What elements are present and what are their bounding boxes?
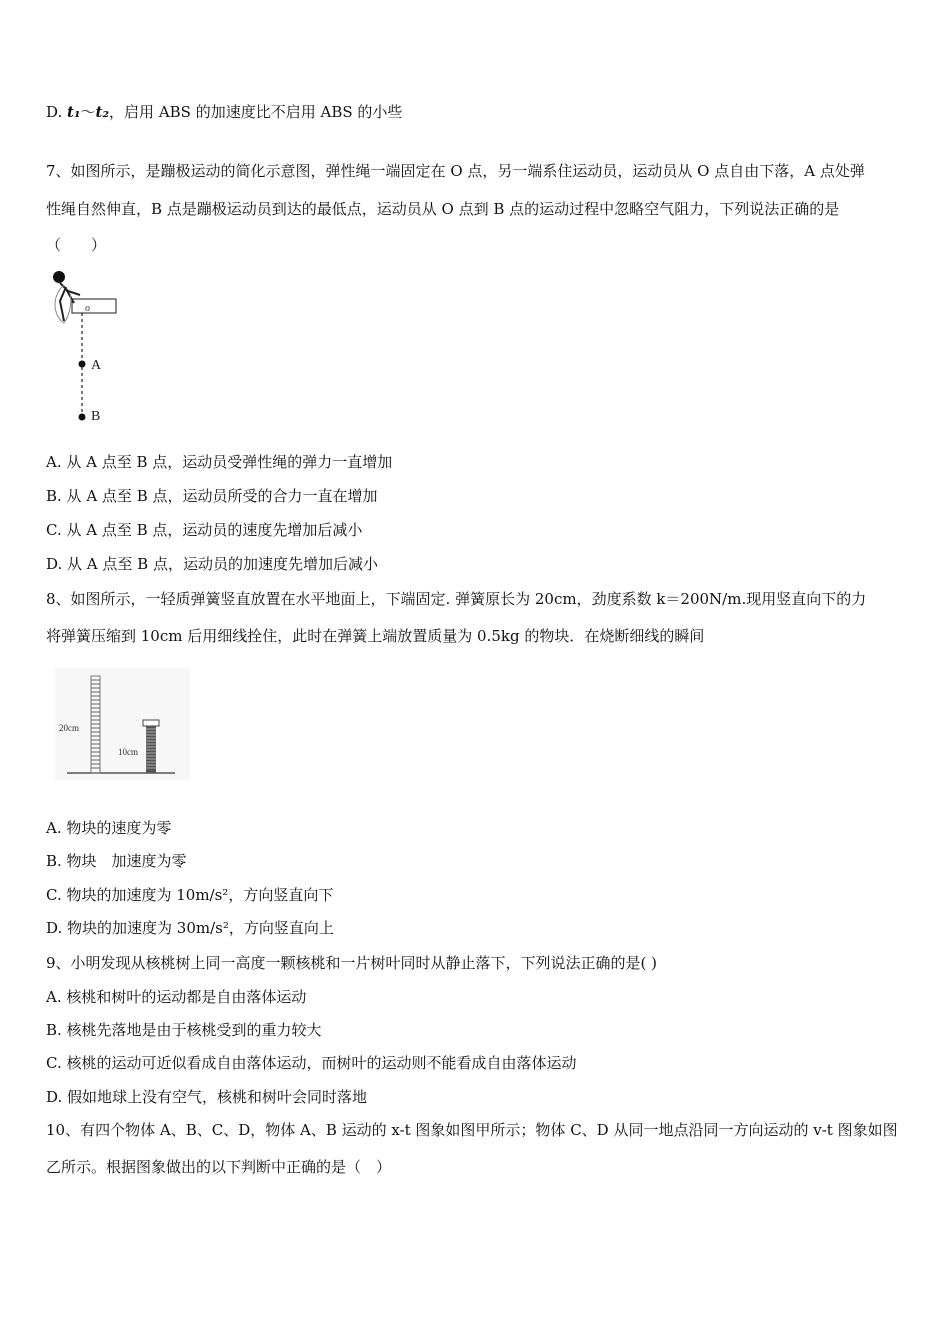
q8-stem-line2: 将弹簧压缩到 10cm 后用细线拴住，此时在弹簧上端放置质量为 0.5kg 的物块．在烧断细线的瞬间 bbox=[46, 627, 705, 645]
q8-option-b: B. 物块 加速度为零 bbox=[46, 852, 187, 870]
label-10cm: 10cm bbox=[118, 747, 138, 757]
spring-compressed bbox=[146, 726, 156, 773]
t1-symbol: t₁ bbox=[67, 103, 81, 121]
q7-option-d: D. 从 A 点至 B 点，运动员的加速度先增加后减小 bbox=[46, 555, 378, 573]
q9-option-b: B. 核桃先落地是由于核桃受到的重力较大 bbox=[46, 1021, 322, 1039]
q7-option-b: B. 从 A 点至 B 点，运动员所受的合力一直在增加 bbox=[46, 487, 378, 505]
q10-stem-line1: 10、有四个物体 A、B、C、D，物体 A、B 运动的 x-t 图象如图甲所示；物体 C、D 从同一地点沿同一方向运动的 v-t 图象如图 bbox=[46, 1121, 898, 1139]
q9-option-d: D. 假如地球上没有空气，核桃和树叶会同时落地 bbox=[46, 1088, 368, 1106]
point-a bbox=[79, 361, 86, 368]
block bbox=[143, 720, 159, 726]
bungee-figure bbox=[50, 265, 130, 435]
q10-stem-line2: 乙所示。根据图象做出的以下判断中正确的是（ ） bbox=[46, 1158, 392, 1176]
q9-option-a: A. 核桃和树叶的运动都是自由落体运动 bbox=[46, 988, 307, 1006]
q7-stem-line1: 7、如图所示，是蹦极运动的简化示意图，弹性绳一端固定在 O 点，另一端系住运动员，运动员从 O 点自由下落，A 点处弹 bbox=[46, 162, 865, 180]
q8-option-a: A. 物块的速度为零 bbox=[46, 819, 172, 837]
option-text: ，启用 ABS 的加速度比不启用 ABS 的小些 bbox=[109, 103, 403, 121]
q7-option-c: C. 从 A 点至 B 点，运动员的速度先增加后减小 bbox=[46, 521, 363, 539]
platform bbox=[72, 299, 116, 313]
q7-stem-line3: （ ） bbox=[46, 236, 107, 254]
point-b-label: B bbox=[91, 409, 101, 424]
point-b bbox=[79, 414, 86, 421]
q8-option-c: C. 物块的加速度为 10m/s²，方向竖直向下 bbox=[46, 886, 334, 904]
q7-stem-line2: 性绳自然伸直，B 点是蹦极运动员到达的最低点，运动员从 O 点到 B 点的运动过程中忽略空气阻力，下列说法正确的是 bbox=[46, 200, 840, 218]
point-a-label: A bbox=[91, 358, 102, 373]
q9-stem: 9、小明发现从核桃树上同一高度一颗核桃和一片树叶同时从静止落下，下列说法正确的是( ) bbox=[46, 954, 658, 972]
spring-figure bbox=[55, 668, 190, 780]
option-prefix: D. bbox=[46, 103, 68, 121]
q8-stem-line1: 8、如图所示，一轻质弹簧竖直放置在水平地面上，下端固定. 弹簧原长为 20cm，劲度系数 k＝200N/m.现用竖直向下的力 bbox=[46, 590, 867, 608]
jumper-head bbox=[53, 271, 65, 283]
point-o-label: o bbox=[85, 303, 90, 314]
prev-option-d bbox=[46, 102, 402, 122]
q9-option-c: C. 核桃的运动可近似看成自由落体运动，而树叶的运动则不能看成自由落体运动 bbox=[46, 1054, 577, 1072]
tilde: ～ bbox=[80, 103, 96, 121]
label-20cm: 20cm bbox=[59, 723, 79, 733]
q8-option-d: D. 物块的加速度为 30m/s²，方向竖直向上 bbox=[46, 919, 334, 937]
t2-symbol: t₂ bbox=[95, 103, 110, 121]
q7-option-a: A. 从 A 点至 B 点，运动员受弹性绳的弹力一直增加 bbox=[46, 453, 393, 471]
